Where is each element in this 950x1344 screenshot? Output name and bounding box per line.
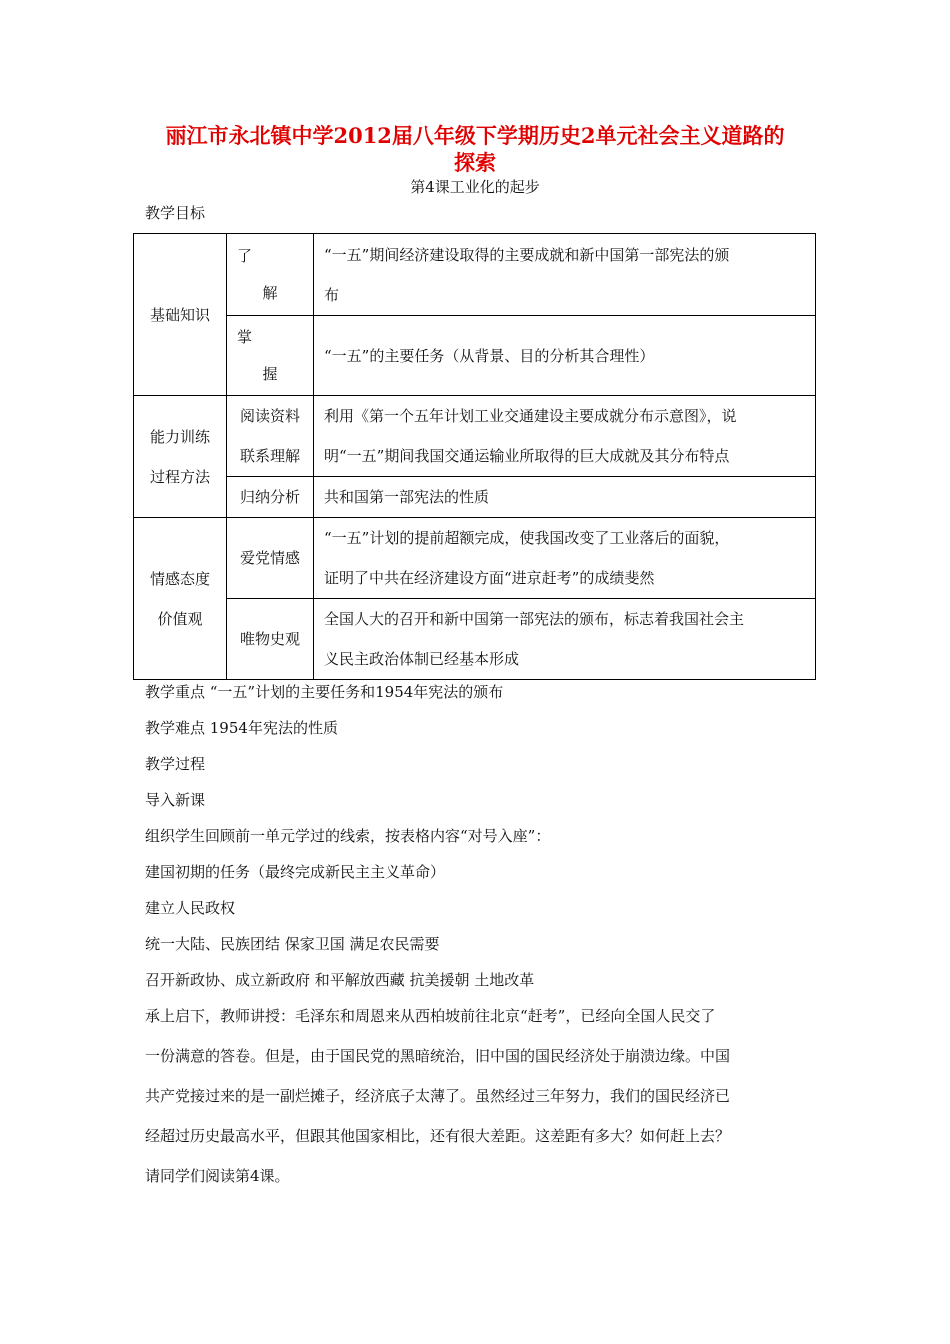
goals-category-basic-label: 基础知识 xyxy=(149,305,210,324)
goals-sub-reading-line-2: 联系理解 xyxy=(239,447,300,465)
document-title-line-2: 探索 xyxy=(454,150,496,175)
body-line: 统一大陆、民族团结 保家卫国 满足农民需要 xyxy=(145,935,440,953)
goals-category-ability-line-1: 能力训练 xyxy=(149,427,210,446)
goals-desc-master xyxy=(314,316,816,396)
goals-sub-master xyxy=(227,316,314,396)
document-title-line-1: 丽江市永北镇中学2012届八年级下学期历史2单元社会主义道路的 xyxy=(165,123,785,148)
goals-desc-summary xyxy=(314,477,816,518)
lecture-paragraph xyxy=(145,996,805,1196)
goals-category-basic xyxy=(134,234,227,396)
goals-desc-understand xyxy=(314,234,816,316)
goals-desc-understand-line-1: “一五”期间经济建设取得的主要成就和新中国第一部宪法的颁 xyxy=(324,245,730,264)
teaching-process-heading: 教学过程 xyxy=(145,755,206,773)
body-line: 建立人民政权 xyxy=(145,899,236,917)
document-title xyxy=(130,122,820,176)
goals-sub-love-party-label: 爱党情感 xyxy=(239,548,300,567)
goals-desc-reading-line-1: 利用《第一个五年计划工业交通建设主要成就分布示意图》，说 xyxy=(324,407,737,425)
paragraph-line: 承上启下，教师讲授：毛泽东和周恩来从西柏坡前往北京“赶考”，已经向全国人民交了 xyxy=(145,1007,716,1025)
paragraph-line: 请同学们阅读第4课。 xyxy=(145,1167,290,1185)
goals-heading: 教学目标 xyxy=(145,204,206,222)
goals-category-ability-line-2: 过程方法 xyxy=(149,467,210,486)
goals-sub-materialism-label: 唯物史观 xyxy=(239,629,300,648)
goals-sub-understand xyxy=(227,234,314,316)
goals-sub-love-party xyxy=(227,518,314,599)
goals-category-emotion xyxy=(134,518,227,680)
body-line: 建国初期的任务（最终完成新民主主义革命） xyxy=(145,863,446,881)
goals-category-ability xyxy=(134,396,227,518)
goals-category-emotion-line-1: 情感态度 xyxy=(149,569,210,588)
body-line: 召开新政协、成立新政府 和平解放西藏 抗美援朝 土地改革 xyxy=(145,971,535,989)
goals-desc-materialism-line-2: 义民主政治体制已经基本形成 xyxy=(324,650,520,668)
goals-sub-master-char-2: 握 xyxy=(262,364,278,383)
goals-desc-summary-text: 共和国第一部宪法的性质 xyxy=(324,488,490,506)
goals-desc-materialism-line-1: 全国人大的召开和新中国第一部宪法的颁布，标志着我国社会主 xyxy=(324,610,745,628)
difficult-points-line: 教学难点 1954年宪法的性质 xyxy=(145,719,338,737)
goals-sub-materialism xyxy=(227,599,314,680)
paragraph-line: 一份满意的答卷。但是，由于国民党的黑暗统治，旧中国的国民经济处于崩溃边缘。中国 xyxy=(145,1047,731,1065)
goals-desc-love-party-line-2: 证明了中共在经济建设方面“进京赶考”的成绩斐然 xyxy=(324,569,655,587)
goals-sub-reading xyxy=(227,396,314,477)
goals-sub-understand-char-2: 解 xyxy=(262,283,278,302)
goals-desc-master-line: “一五”的主要任务（从背景、目的分析其合理性） xyxy=(324,346,655,365)
teaching-goals-table xyxy=(133,233,816,680)
goals-sub-understand-char-1: 了 xyxy=(237,246,253,265)
goals-desc-materialism xyxy=(314,599,816,680)
goals-desc-love-party-line-1: “一五”计划的提前超额完成，使我国改变了工业落后的面貌， xyxy=(324,529,730,547)
paragraph-line: 共产党接过来的是一副烂摊子，经济底子太薄了。虽然经过三年努力，我们的国民经济已 xyxy=(145,1087,731,1105)
lesson-subtitle: 第4课工业化的起步 xyxy=(410,178,540,196)
intro-heading: 导入新课 xyxy=(145,791,206,809)
goals-desc-understand-line-2: 布 xyxy=(324,285,340,304)
goals-sub-master-char-1: 掌 xyxy=(237,327,253,346)
goals-desc-reading-line-2: 明“一五”期间我国交通运输业所取得的巨大成就及其分布特点 xyxy=(324,447,730,465)
goals-sub-reading-line-1: 阅读资料 xyxy=(239,407,300,425)
goals-desc-love-party xyxy=(314,518,816,599)
goals-desc-reading xyxy=(314,396,816,477)
goals-sub-summary xyxy=(227,477,314,518)
goals-category-emotion-line-2: 价值观 xyxy=(157,609,203,628)
goals-sub-summary-label: 归纳分析 xyxy=(239,487,300,506)
key-points-line: 教学重点 “一五”计划的主要任务和1954年宪法的颁布 xyxy=(145,683,504,701)
body-line: 组织学生回顾前一单元学过的线索，按表格内容“对号入座”： xyxy=(145,827,551,845)
paragraph-line: 经超过历史最高水平，但跟其他国家相比，还有很大差距。这差距有多大？如何赶上去？ xyxy=(145,1127,731,1145)
